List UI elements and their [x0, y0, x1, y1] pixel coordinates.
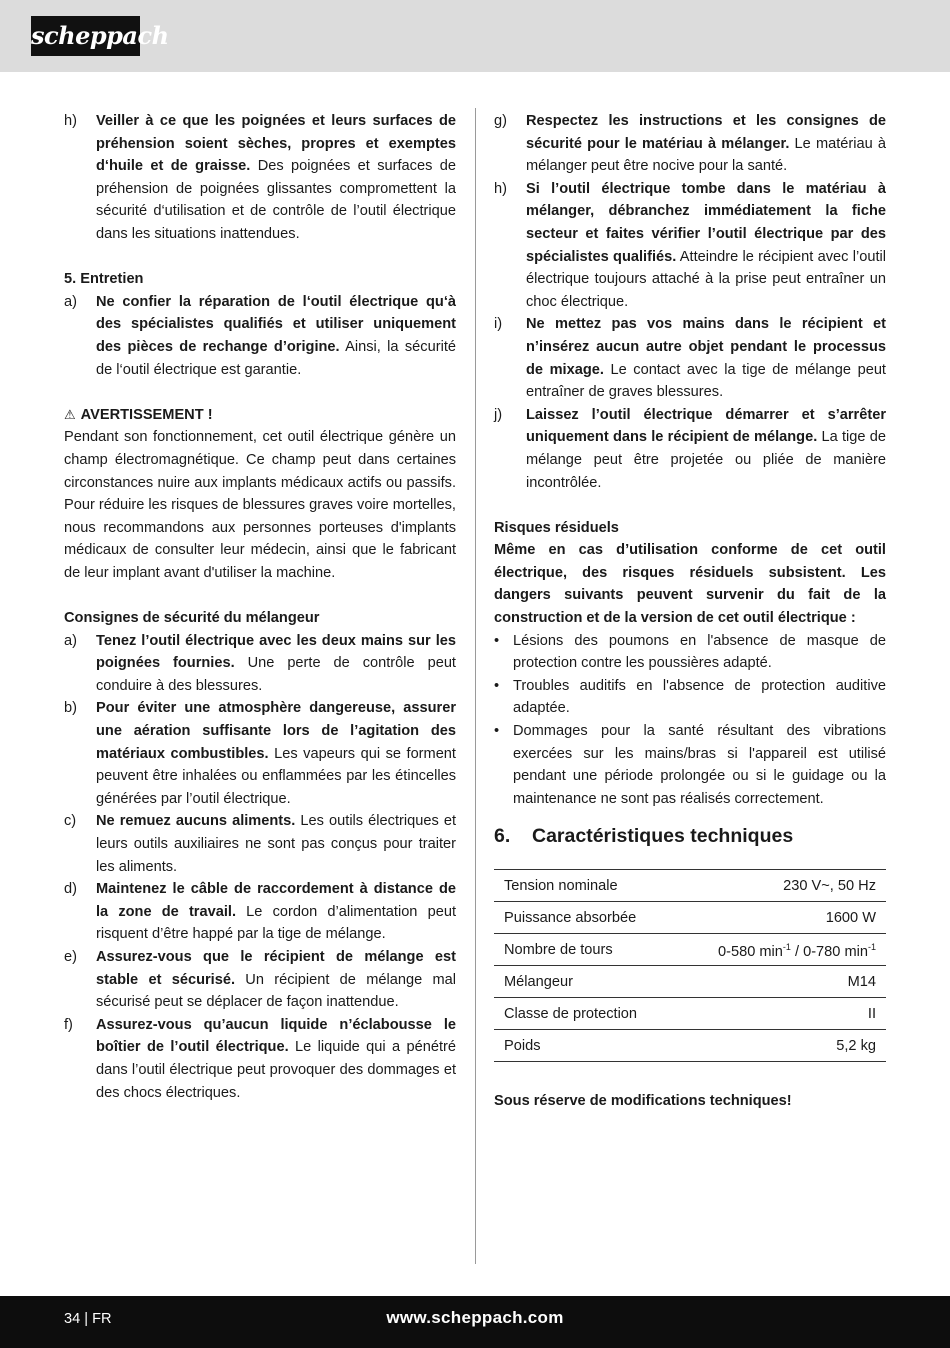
- residual-intro: Même en cas d’utilisation conforme de cet outil électrique, des risques résiduels subsistent. Les dangers suivants peuvent survenir du fait de la construction et de la version de cet outil électrique :: [494, 542, 886, 627]
- item-label: i): [494, 316, 503, 333]
- item-text: Si l’outil électrique tombe dans le matériau à mélanger, débranchez immédiatement la fiche secteur et faites vérifier l’outil électrique par des spécialistes qualifiés. Atteindre le récipient avec l’outil électrique toujours attaché à la prise peut entraîner un choc électrique.: [526, 180, 886, 310]
- spec-value: 0-580 $\min^{-1} / 0-780$ $\min^{-1}$: [675, 934, 886, 966]
- bullet-text: Troubles auditifs en l'absence de protection auditive adaptée.: [513, 677, 886, 717]
- spec-value: M14: [675, 966, 886, 998]
- safety-list-continued: [494, 110, 886, 494]
- list-item: [64, 946, 456, 1014]
- item-label: c): [64, 813, 77, 830]
- spec-label: Classe de protection: [494, 998, 675, 1030]
- item-text: Pour éviter une atmosphère dangereuse, assurer une aération suffisante lors de l’agitation des matériaux combustibles. Les vapeurs qui se forment peuvent être inhalées ou enflammées par les étincelles générées par l’outil électrique.: [96, 700, 456, 807]
- list-item: [64, 878, 456, 946]
- spec-label: Nombre de tours: [494, 934, 675, 966]
- section-6-title: 6. Caractéristiques techniques: [494, 825, 794, 848]
- item-text: Maintenez le câble de raccordement à distance de la zone de travail. Le cordon d’alimentation peut risquent d’être happé par la tige de mélange.: [96, 881, 456, 943]
- item-text: Assurez-vous que le récipient de mélange est stable et sécurisé. Un récipient de mélange mal sécurisé peut se déplacer de façon inattendue.: [96, 948, 456, 1011]
- bullet-marker: •: [494, 723, 500, 740]
- website-link[interactable]: www.scheppach.com: [386, 1308, 564, 1327]
- item-label: g): [494, 113, 507, 129]
- item-text: Ne remuez aucuns aliments. Les outils électriques et leurs outils auxiliaires ne sont pas conçus pour traiter les aliments.: [96, 813, 456, 875]
- table-row: [494, 870, 886, 902]
- item-label: f): [64, 1016, 73, 1033]
- item-text: Respectez les instructions et les consignes de sécurité pour le matériau à mélanger. Le matériau à mélanger peut être nocive pour la santé.: [526, 113, 886, 175]
- table-row: [494, 966, 886, 998]
- list-item: [494, 178, 886, 314]
- item-label: e): [64, 948, 77, 965]
- item-label: h): [494, 180, 507, 197]
- column-divider: [475, 108, 476, 1264]
- item-text: Assurez-vous qu’aucun liquide n’éclabousse le boîtier de l’outil électrique. Le liquide qui a pénétré dans l’outil électrique peut provoquer des dommages et des chocs électriques.: [96, 1016, 456, 1101]
- bullet-marker: •: [494, 677, 500, 694]
- spec-value: 230 V~, 50 Hz: [675, 870, 886, 902]
- list-item: [494, 313, 886, 403]
- list-item: [494, 404, 886, 494]
- item-label: a): [64, 293, 77, 310]
- page-footer: [0, 1296, 950, 1348]
- item-text: Veiller à ce que les poignées et leurs surfaces de préhension soient sèches, propres et exemptes d‘huile et de graisse. Des poignées et surfaces de préhension de poignées glissantes compromettent la sécurité d‘utilisation et de contrôle de l’outil électrique dans les situations inattendues.: [96, 113, 456, 242]
- spec-label: Poids: [494, 1030, 675, 1062]
- brand-logo: scheppach: [31, 16, 140, 56]
- mixer-safety-list: [64, 630, 456, 1104]
- bullet-item: [494, 720, 886, 810]
- item-label: a): [64, 632, 77, 649]
- disclaimer-note: Sous réserve de modifications techniques!: [494, 1093, 792, 1110]
- spec-value: 1600 W: [675, 902, 886, 934]
- spec-label: Mélangeur: [494, 966, 675, 998]
- bullet-marker: •: [494, 632, 500, 649]
- table-row: [494, 1030, 886, 1062]
- warning-triangle-icon: ⚠: [64, 406, 76, 422]
- section-heading: Consignes de sécurité du mélangeur: [64, 610, 320, 627]
- item-text: Laissez l’outil électrique démarrer et s’arrêter uniquement dans le récipient de mélange. La tige de mélange peut être projetée ou pliée de manière incontrôlée.: [526, 406, 886, 491]
- list-item: [64, 810, 456, 878]
- page-number: 34 | FR: [64, 1311, 112, 1327]
- item-text: Tenez l’outil électrique avec les deux mains sur les poignées fournies. Une perte de contrôle peut conduire à des blessures.: [96, 632, 456, 694]
- item-label: j): [494, 406, 503, 423]
- table-row: [494, 902, 886, 934]
- bullet-text: Lésions des poumons en l'absence de masque de protection contre les poussières adapté.: [513, 632, 886, 672]
- table-row: [494, 934, 886, 966]
- item-label: b): [64, 700, 77, 717]
- section-heading: 5. Entretien: [64, 271, 144, 288]
- item-text: Ne confier la réparation de l‘outil électrique qu‘à des spécialistes qualifiés et utiliser uniquement des pièces de rechange d’origine. Ainsi, la sécurité de l‘outil électrique est garantie.: [96, 293, 456, 378]
- left-column: [64, 110, 456, 1104]
- right-column: [494, 110, 886, 1113]
- item-label: h): [64, 113, 77, 129]
- warning-heading: ⚠ AVERTISSEMENT !: [64, 404, 456, 427]
- specs-table: [494, 869, 886, 1062]
- spec-value: 5,2 kg: [675, 1030, 886, 1062]
- list-item: [494, 110, 886, 178]
- residual-risks-list: [494, 630, 886, 811]
- bullet-item: [494, 630, 886, 675]
- bullet-text: Dommages pour la santé résultant des vibrations exercées sur les mains/bras si l'appareil est utilisé pendant une période prolongée ou si le guidage ou la maintenance ne sont pas réalisés correctement.: [513, 723, 886, 807]
- page-header: [0, 0, 950, 72]
- list-item: [64, 110, 456, 246]
- list-item: [64, 291, 456, 381]
- list-item: [64, 1014, 456, 1104]
- bullet-item: [494, 675, 886, 720]
- list-item: [64, 630, 456, 698]
- spec-label: Tension nominale: [494, 870, 675, 902]
- item-label: d): [64, 881, 77, 898]
- table-row: [494, 998, 886, 1030]
- spec-value: II: [675, 998, 886, 1030]
- warning-text: Pendant son fonctionnement, cet outil électrique génère un champ électromagnétique. Ce champ peut dans certaines circonstances nuire aux implants médicaux actifs ou passifs. Pour réduire les risques de blessures graves voire mortelles, nous recommandons aux personnes porteuses d'implants médicaux de consulter leur médecin, ainsi que le fabricant de leur implant avant d'utiliser la machine.: [64, 429, 456, 581]
- item-text: Ne mettez pas vos mains dans le récipient et n’insérez aucun autre objet pendant le processus de mixage. Le contact avec la tige de mélange peut entraîner de graves blessures.: [526, 316, 886, 401]
- section-heading: Risques résiduels: [494, 519, 619, 536]
- list-item: [64, 697, 456, 810]
- spec-label: Puissance absorbée: [494, 902, 675, 934]
